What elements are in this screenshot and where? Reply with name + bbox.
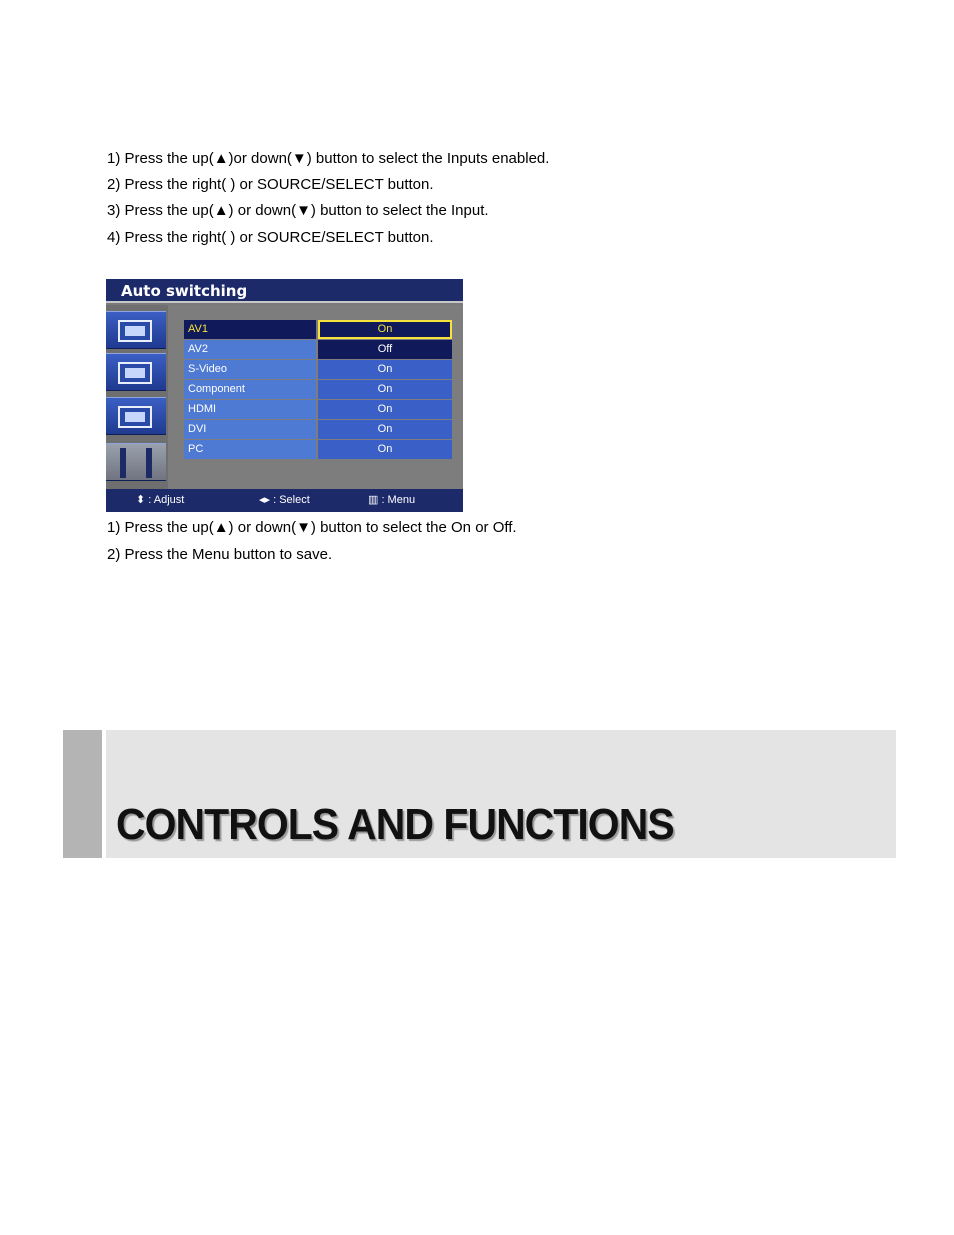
osd-row-s-video[interactable]: [184, 360, 452, 379]
osd-row-value[interactable]: On: [318, 440, 452, 459]
osd-row-value[interactable]: Off: [318, 340, 452, 359]
section-title: CONTROLS AND FUNCTIONS: [116, 800, 674, 849]
osd-row-label: S-Video: [184, 360, 316, 379]
osd-row-value[interactable]: On: [318, 360, 452, 379]
step-3: 3) Press the up(▲) or down(▼) button to select the Input.: [107, 202, 489, 219]
step-2: 2) Press the right( ) or SOURCE/SELECT button.: [107, 176, 434, 193]
osd-row-label: AV1: [184, 320, 316, 339]
step-on-off: 1) Press the up(▲) or down(▼) button to select the On or Off.: [107, 519, 517, 536]
osd-row-value[interactable]: On: [318, 400, 452, 419]
picture-icon[interactable]: [106, 311, 166, 349]
osd-screenshot: [106, 279, 463, 512]
film-icon[interactable]: [106, 353, 166, 391]
osd-row-value[interactable]: On: [318, 380, 452, 399]
osd-row-av2[interactable]: [184, 340, 452, 359]
menu-hint: ▥ : Menu: [368, 494, 416, 506]
osd-row-value[interactable]: On: [318, 420, 452, 439]
osd-row-hdmi[interactable]: [184, 400, 452, 419]
osd-row-label: DVI: [184, 420, 316, 439]
osd-row-dvi[interactable]: [184, 420, 452, 439]
osd-row-label: PC: [184, 440, 316, 459]
osd-title: Auto switching: [106, 279, 463, 303]
step-4: 4) Press the right( ) or SOURCE/SELECT button.: [107, 229, 434, 246]
select-hint: ◂▸ : Select: [259, 494, 310, 506]
osd-row-av1[interactable]: [184, 320, 452, 339]
osd-row-value[interactable]: On: [318, 320, 452, 339]
tools-icon[interactable]: [106, 443, 166, 481]
section-accent-bar: [63, 730, 102, 858]
osd-row-label: HDMI: [184, 400, 316, 419]
screen-icon[interactable]: [106, 397, 166, 435]
osd-footer: [106, 489, 463, 512]
osd-row-pc[interactable]: [184, 440, 452, 459]
osd-row-label: AV2: [184, 340, 316, 359]
osd-row-label: Component: [184, 380, 316, 399]
osd-settings-panel: [168, 305, 463, 489]
adjust-hint: ⬍ : Adjust: [136, 494, 185, 506]
osd-row-component[interactable]: [184, 380, 452, 399]
osd-sidebar: [106, 305, 168, 489]
step-save: 2) Press the Menu button to save.: [107, 546, 333, 563]
step-1: 1) Press the up(▲)or down(▼) button to select the Inputs enabled.: [107, 150, 550, 167]
